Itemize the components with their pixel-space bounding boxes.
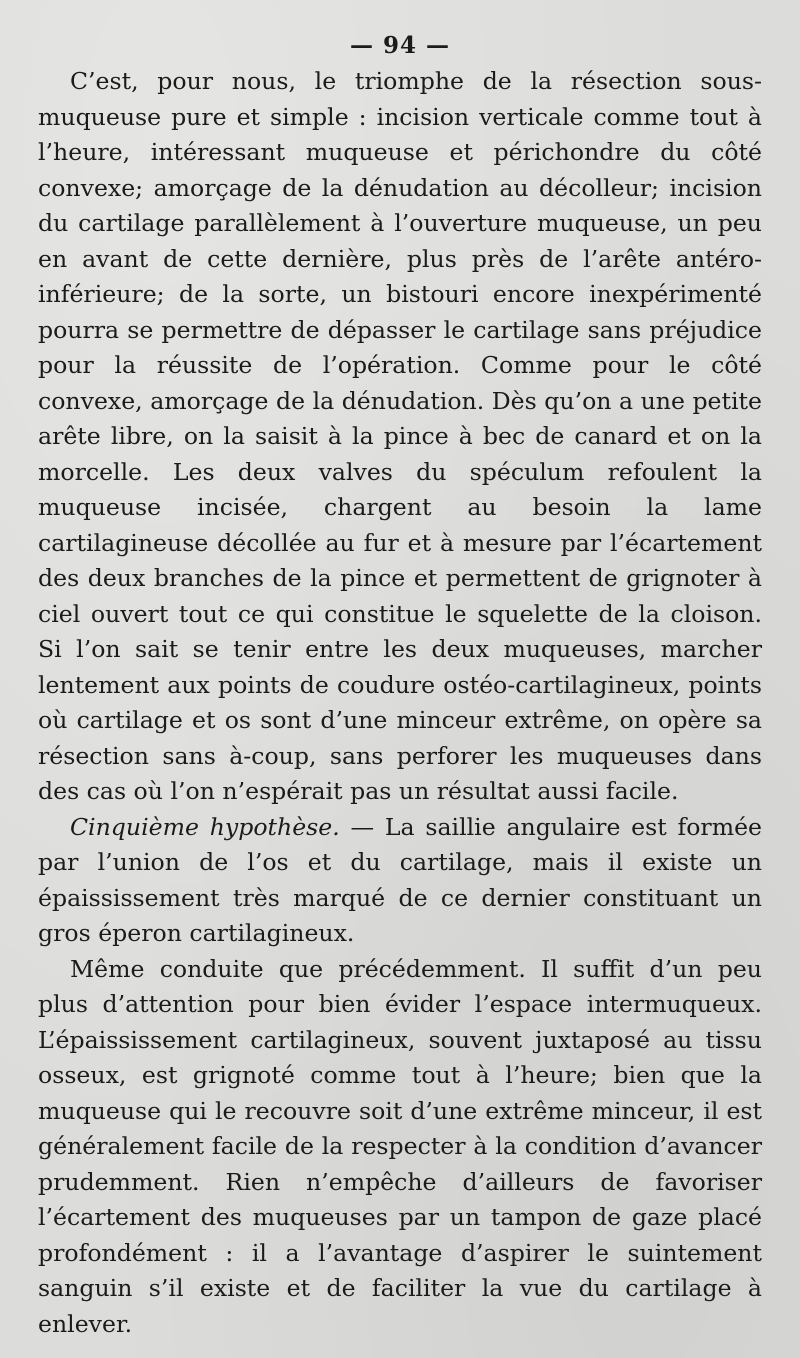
text-body [38, 64, 762, 1342]
paragraph-same-conduct: Même conduite que précédemment. Il suffit d’un peu plus d’attention pour bien évider l’espace intermuqueux. L’épaississement cartilagineux, souvent juxtaposé au tissu osseux, est grignoté comme tout à l’heure; bien que la muqueuse qui le recouvre soit d’une extrême minceur, il est généralement facile de la respecter à la condition d’avancer prudemment. Rien n’empêche d’ailleurs de favoriser l’écartement des muqueuses par un tampon de gaze placé profondément : il a l’avantage d’aspirer le suintement sanguin s’il existe et de faciliter la vue du cartilage à enlever. [38, 954, 762, 1338]
fifth-hypothesis-text: — La saillie angulaire est formée par l’union de l’os et du cartilage, mais il existe un épaississement très marqué de ce dernier constituant un gros éperon cartilagineux. [38, 812, 762, 947]
paragraph-fifth-hypothesis [38, 810, 762, 952]
fifth-hypothesis-heading: Cinquième hypothèse. [70, 812, 340, 841]
paragraph-resection: C’est, pour nous, le triomphe de la résection sous-muqueuse pure et simple : incision verticale comme tout à l’heure, intéressant muqueuse et périchondre du côté convexe; amorçage de la dénudation au décolleur; incision du cartilage parallèlement à l’ouverture muqueuse, un peu en avant de cette dernière, plus près de l’arête antéro-inférieure; de la sorte, un bistouri encore inexpérimenté pourra se permettre de dépasser le cartilage sans préjudice pour la réussite de l’opération. Comme pour le côté convexe, amorçage de la dénudation. Dès qu’on a une petite arête libre, on la saisit à la pince à bec de canard et on la morcelle. Les deux valves du spéculum refoulent la muqueuse incisée, chargent au besoin la lame cartilagineuse décollée au fur et à mesure par l’écartement des deux branches de la pince et permettent de grignoter à ciel ouvert tout ce qui constitue le squelette de la cloison. Si l’on sait se tenir entre les deux muqueuses, marcher lentement aux points de coudure ostéo-cartilagineux, points où cartilage et os sont d’une minceur extrême, on opère sa résection sans à-coup, sans perforer les muqueuses dans des cas où l’on n’espérait pas un résultat aussi facile. [38, 67, 762, 805]
page-number: — 94 — [349, 32, 451, 59]
document-page [38, 28, 762, 1342]
